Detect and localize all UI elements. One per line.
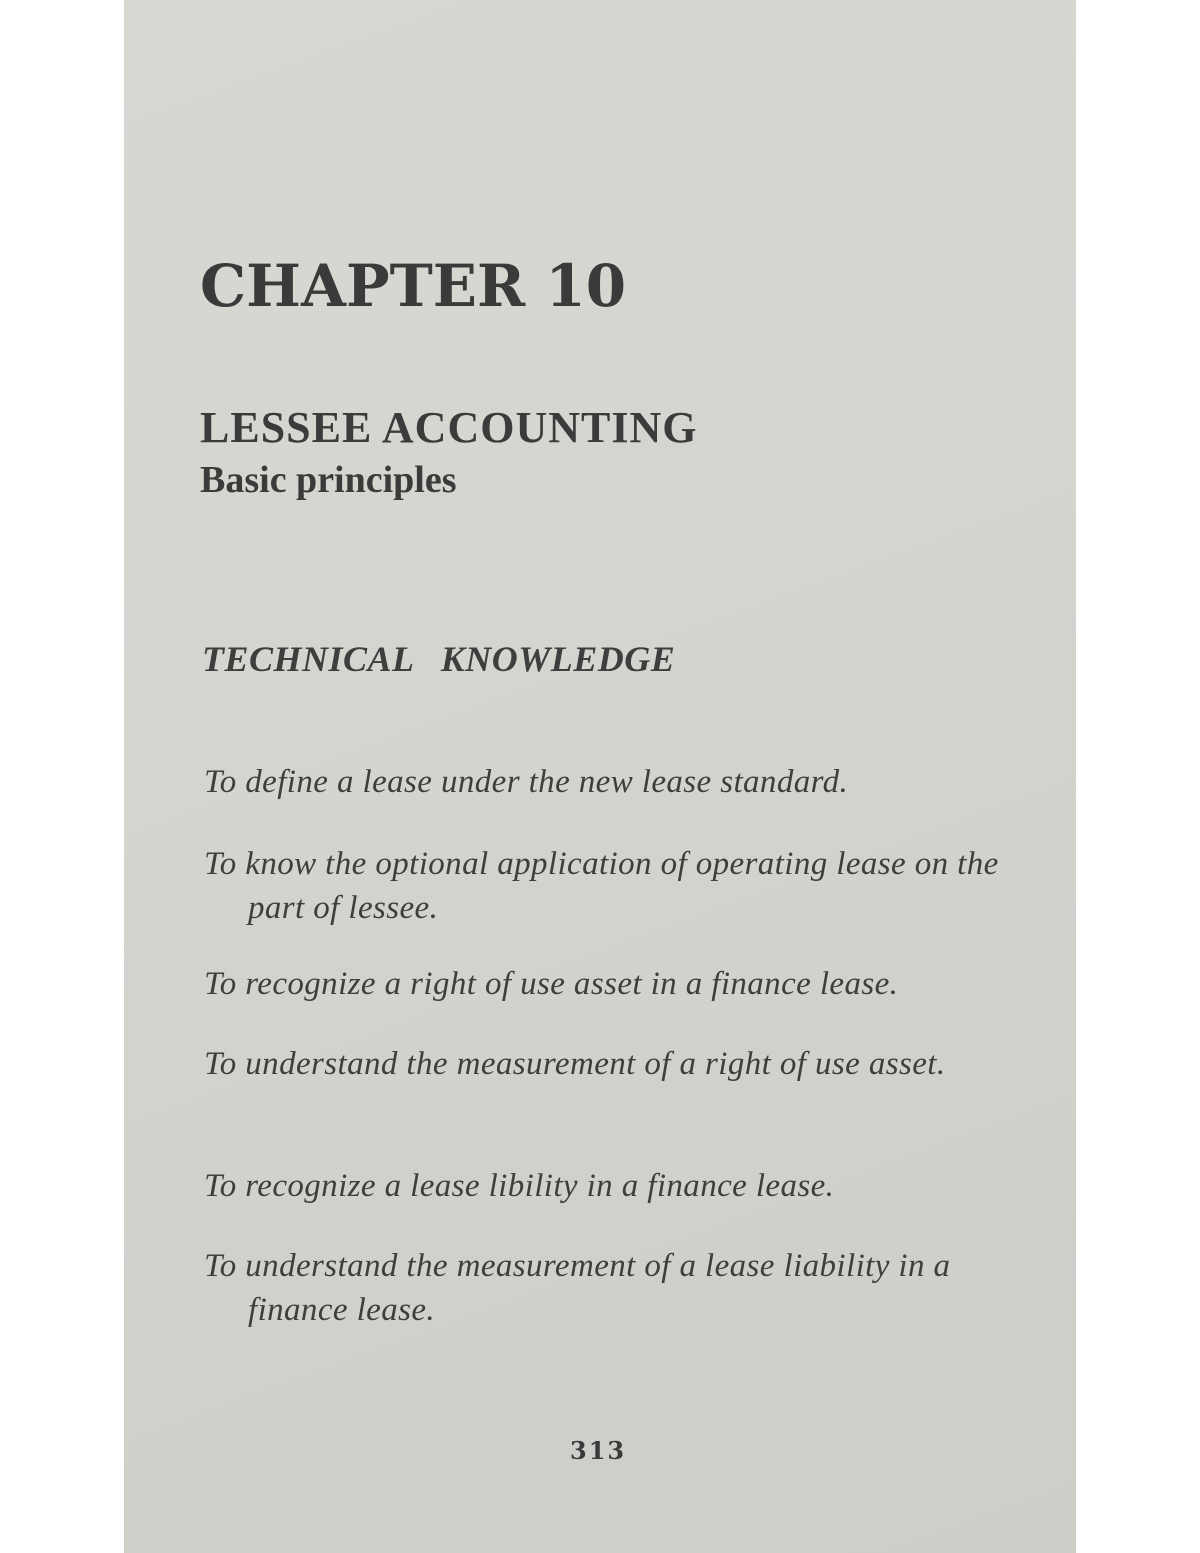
page-number: 313 [570, 1436, 627, 1465]
section-title: LESSEE ACCOUNTING [200, 403, 698, 452]
objective-item: To understand the measurement of a right of use asset. [204, 1046, 946, 1082]
objective-item: To know the optional application of operating lease on the part of lessee. [204, 846, 999, 926]
chapter-title: CHAPTER 10 [200, 252, 627, 320]
objective-item: To define a lease under the new lease standard. [204, 764, 849, 800]
objective-item: To understand the measurement of a lease liability in a finance lease. [204, 1248, 951, 1328]
technical-knowledge-heading: TECHNICAL KNOWLEDGE [202, 639, 676, 679]
objective-item: To recognize a lease libility in a finance lease. [204, 1168, 835, 1204]
section-subtitle: Basic principles [200, 459, 457, 501]
objective-item: To recognize a right of use asset in a finance lease. [204, 966, 899, 1002]
book-page [124, 0, 1076, 1553]
